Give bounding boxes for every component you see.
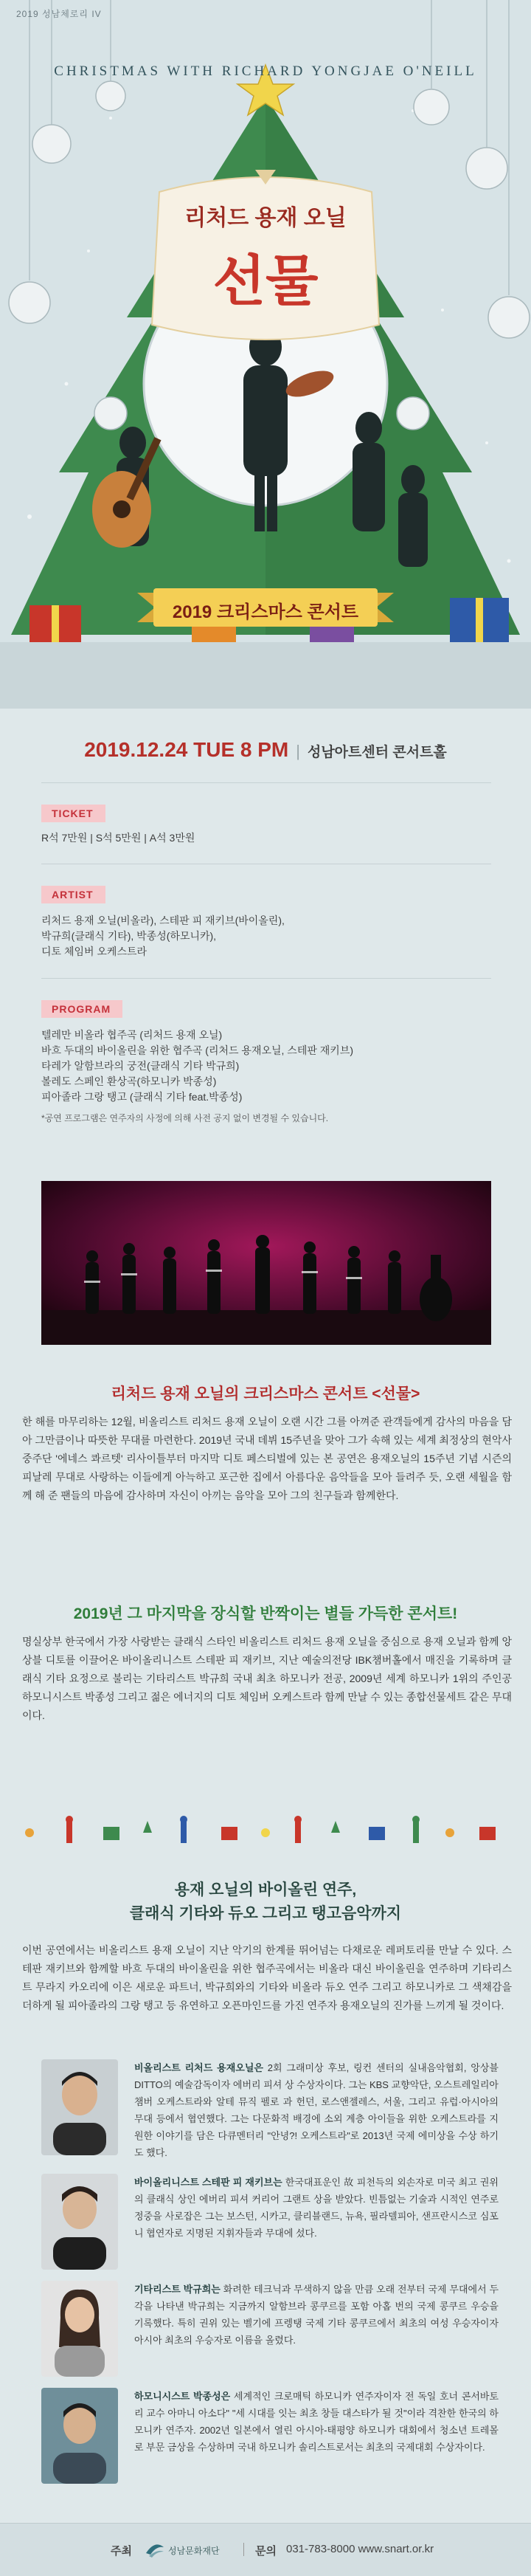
performer-photo [41, 2388, 118, 2484]
series-tag: 2019 성남체로리 IV [16, 9, 102, 19]
program-item: 볼레도 스페인 환상곡(하모니카 박종성) [41, 1075, 217, 1087]
performer-name: 하모니시스트 박종성은 [134, 2391, 231, 2402]
event-date: 2019.12.24 TUE 8 PM [84, 738, 289, 761]
datebar-separator: | [296, 742, 300, 760]
contact-info[interactable]: 031-783-8000 www.snart.or.kr [286, 2543, 434, 2555]
performer-name: 기타리스트 박규희는 [134, 2284, 221, 2295]
ornament-divider [0, 1812, 531, 1849]
concert-title: 선물 [212, 252, 319, 312]
performer-desc: 화려한 테크닉과 무색하지 않을 만큼 오래 전부터 국제 무대에서 두각을 나타낸 박규희는 지금까지 알함브라 콩쿠르를 포함 아홉 번의 국제 콩쿠르 우승을 기록했다. 특히 권위 있는 벨기에 프렝탱 국제 기타 콩쿠르에서 최초의 여성 우승자이자 아시아 최초의 우승자로 이름을 올렸다. [134, 2284, 499, 2346]
host-label: 주최 [111, 2545, 132, 2558]
section-title [0, 1878, 531, 1926]
ticket-prices: R석 7만원 | S석 5만원 | A석 3만원 [41, 832, 195, 844]
artist-line: 디토 체임버 오케스트라 [41, 946, 148, 957]
contact-label: 문의 [255, 2545, 277, 2558]
orchestra-photo [41, 1181, 491, 1345]
divider [41, 978, 491, 979]
concert-banner [137, 587, 394, 628]
section-title: 리처드 용재 오닐의 크리스마스 콘서트 <선물> [111, 1385, 420, 1402]
artist-label: ARTIST [41, 886, 105, 903]
program-section [41, 1000, 491, 1126]
artist-line: 박규희(클래식 기타), 박종성(하모니카), [41, 930, 217, 942]
ticket-section [41, 805, 491, 845]
performer-photo [41, 2174, 118, 2270]
performer-desc: 한국대표운인 故 피천득의 외손자로 미국 최고 권위의 클래식 상인 에버리 피셔 커리어 그랜트 상을 받았다. 빈틈없는 기술과 시적인 연주로 정중을 사로잡은 그는 보스턴, 시카고, 클리블랜드, 뉴욕, 필라델피아, 샌프란시스코 심포니 협연자로 지명된 지휘자들과 무대에 섰다. [134, 2177, 499, 2239]
concert-photo [41, 1181, 491, 1345]
title-card [145, 170, 386, 347]
performer-photo [41, 2059, 118, 2155]
footer-separator [243, 2543, 244, 2556]
performer-bio [134, 2281, 499, 2349]
footer [0, 2523, 531, 2576]
organizer-name: 성남문화재단 [168, 2546, 220, 2556]
performer-desc: 세계적인 크로매틱 하모니카 연주자이자 전 독일 호너 콘서바토리 교수 아마니 아소다" "세 시대를 잇는 최초 창들 대스타가 될 것"이라 격찬한 한국의 하모니카 연주자. 2002년 일본에서 열린 아시아-태평양 하모니카 대회에서 청소년 트레몰로 부문 금상을 수상하며 국내 하모니카 솔리스트로서는 최초의 국제대회 수상자이다. [134, 2391, 499, 2453]
artist-section [41, 886, 491, 959]
program-note: *공연 프로그램은 연주자의 사정에 의해 사전 공지 없이 변경될 수 있습니다. [41, 1113, 329, 1123]
section-body: 한 해를 마무리하는 12월, 비올리스트 리처드 용재 오닐이 오랜 시간 그를 아껴준 관객들에게 감사의 마음을 담아 그만큼이나 따뜻한 무대를 마련한다. 2019년 국내 데뷔 15주년을 맞아 그가 속해 있는 세계 최정상의 현악사중주단 '에네스 콰르텟' 리사이틀부터 마지막 디토 페스티벌에 있는 본 공연은 용재오닐의 15주년 기념 시즌의 피날레 무대로 사랑하는 이들에게 아늑하고 포근한 집에서 아름다운 음악들을 모아 들려주 듯, 오랜 세월을 함께 해 준 팬들의 마음에 감사하며 자신이 아끼는 음악을 모아 그의 친구들과 함께한다. [22, 1416, 512, 1501]
performer-photo [41, 2281, 118, 2377]
divider [41, 782, 491, 783]
program-item: 타레가 알함브라의 궁전(클래식 기타 박규희) [41, 1060, 240, 1072]
program-item: 피아졸라 그랑 탱고 (클래식 기타 feat.박종성) [41, 1091, 243, 1103]
performer-name: 비올리스트 리처드 용재오닐은 [134, 2062, 263, 2073]
program-item: 바흐 두대의 바이올린을 위한 협주곡 (리처드 용재오닐, 스테판 재키브) [41, 1044, 354, 1056]
program-item: 텔레만 비올라 협주곡 (리처드 용재 오닐) [41, 1029, 223, 1041]
artist-line: 리처드 용재 오닐(비올라), 스테판 피 재키브(바이올린), [41, 915, 285, 926]
concert-subtitle: 리처드 용재 오닐 [184, 206, 347, 230]
performer-name: 바이올리니스트 스테판 피 재키브는 [134, 2177, 282, 2188]
hero-poster [0, 0, 531, 709]
performer-bio [134, 2059, 499, 2161]
program-label: PROGRAM [41, 1000, 122, 1018]
section-title-line: 클래식 기타와 듀오 그리고 탱고음악까지 [129, 1905, 402, 1922]
section-body: 이번 공연에서는 비올리스트 용재 오닐이 지난 악기의 한계를 뛰어넘는 다채로운 레퍼토리를 만날 수 있다. 스테판 재키브와 함께할 바흐 두대의 바이올린을 위한 협주곡에서는 비올라 대신 바이올린을 연주하며 기타리스트 무라지 카오리에 이은 새로운 파트너, 박규희와의 기타와 비올라 듀오 연주 그리고 하모니카로 그 색채감을 더하게 될 피아졸라의 그랑 탱고 등 유연하고 오픈마인드를 가진 연주자 용재오닐의 진가를 느끼게 될 것이다. [22, 1944, 512, 2011]
section-title: 2019년 그 마지막을 장식할 반짝이는 별들 가득한 콘서트! [73, 1605, 458, 1622]
performer-desc: 2회 그래미상 후보, 링컨 센터의 실내음악협회, 앙상블 DITTO의 예술감독이자 에버리 피셔 상 수상자이다. 그는 KBS 교향악단, 오스트레일리아 챔버 오케스트라와 알테 뮤직 펠로 과 헌던, 로스앤젤레스, 서울, 그리고 유럽·아시아의 무대 등에서 협연했다. 그는 다문화적 배경에 소외 계층 아이들을 위한 오케스트라를 지원한 이야기를 담은 다큐멘터리 "안녕?! 오케스트라"로 2013년 국제 에미상을 수상 하기도 했다. [134, 2062, 499, 2158]
banner-text: 2019 크리스마스 콘서트 [172, 602, 359, 622]
event-datebar [0, 738, 531, 762]
event-venue: 성남아트센터 콘서트홀 [307, 745, 447, 760]
foundation-logo-icon [145, 2538, 165, 2559]
section-title-line: 용재 오닐의 바이올린 연주, [174, 1881, 357, 1898]
section-body: 명실상부 한국에서 가장 사랑받는 클래식 스타인 비올리스트 리처드 용재 오닐을 중심으로 용재 오닐과 함께 앙상블 디토를 이끌어온 바이올리니스트 스테판 피 재키브, 지난 예술의전당 IBK챔버홀에서 매진을 기록하며 클래식 기타 요정으로 불리는 기타리스트 박규희 국내 최초 하모니카 전공, 2009년 세계 하모니카 1위의 주인공 하모니시스트 박종성 그리고 젊은 에너지의 디토 체임버 오케스트라 함께 만날 수 있는 종합선물세트 같은 무대이다. [22, 1636, 512, 1721]
performer-bio [134, 2388, 499, 2456]
performer-bio [134, 2174, 499, 2242]
english-title: CHRISTMAS WITH RICHARD YONGJAE O'NEILL [54, 63, 477, 79]
ticket-label: TICKET [41, 805, 105, 822]
